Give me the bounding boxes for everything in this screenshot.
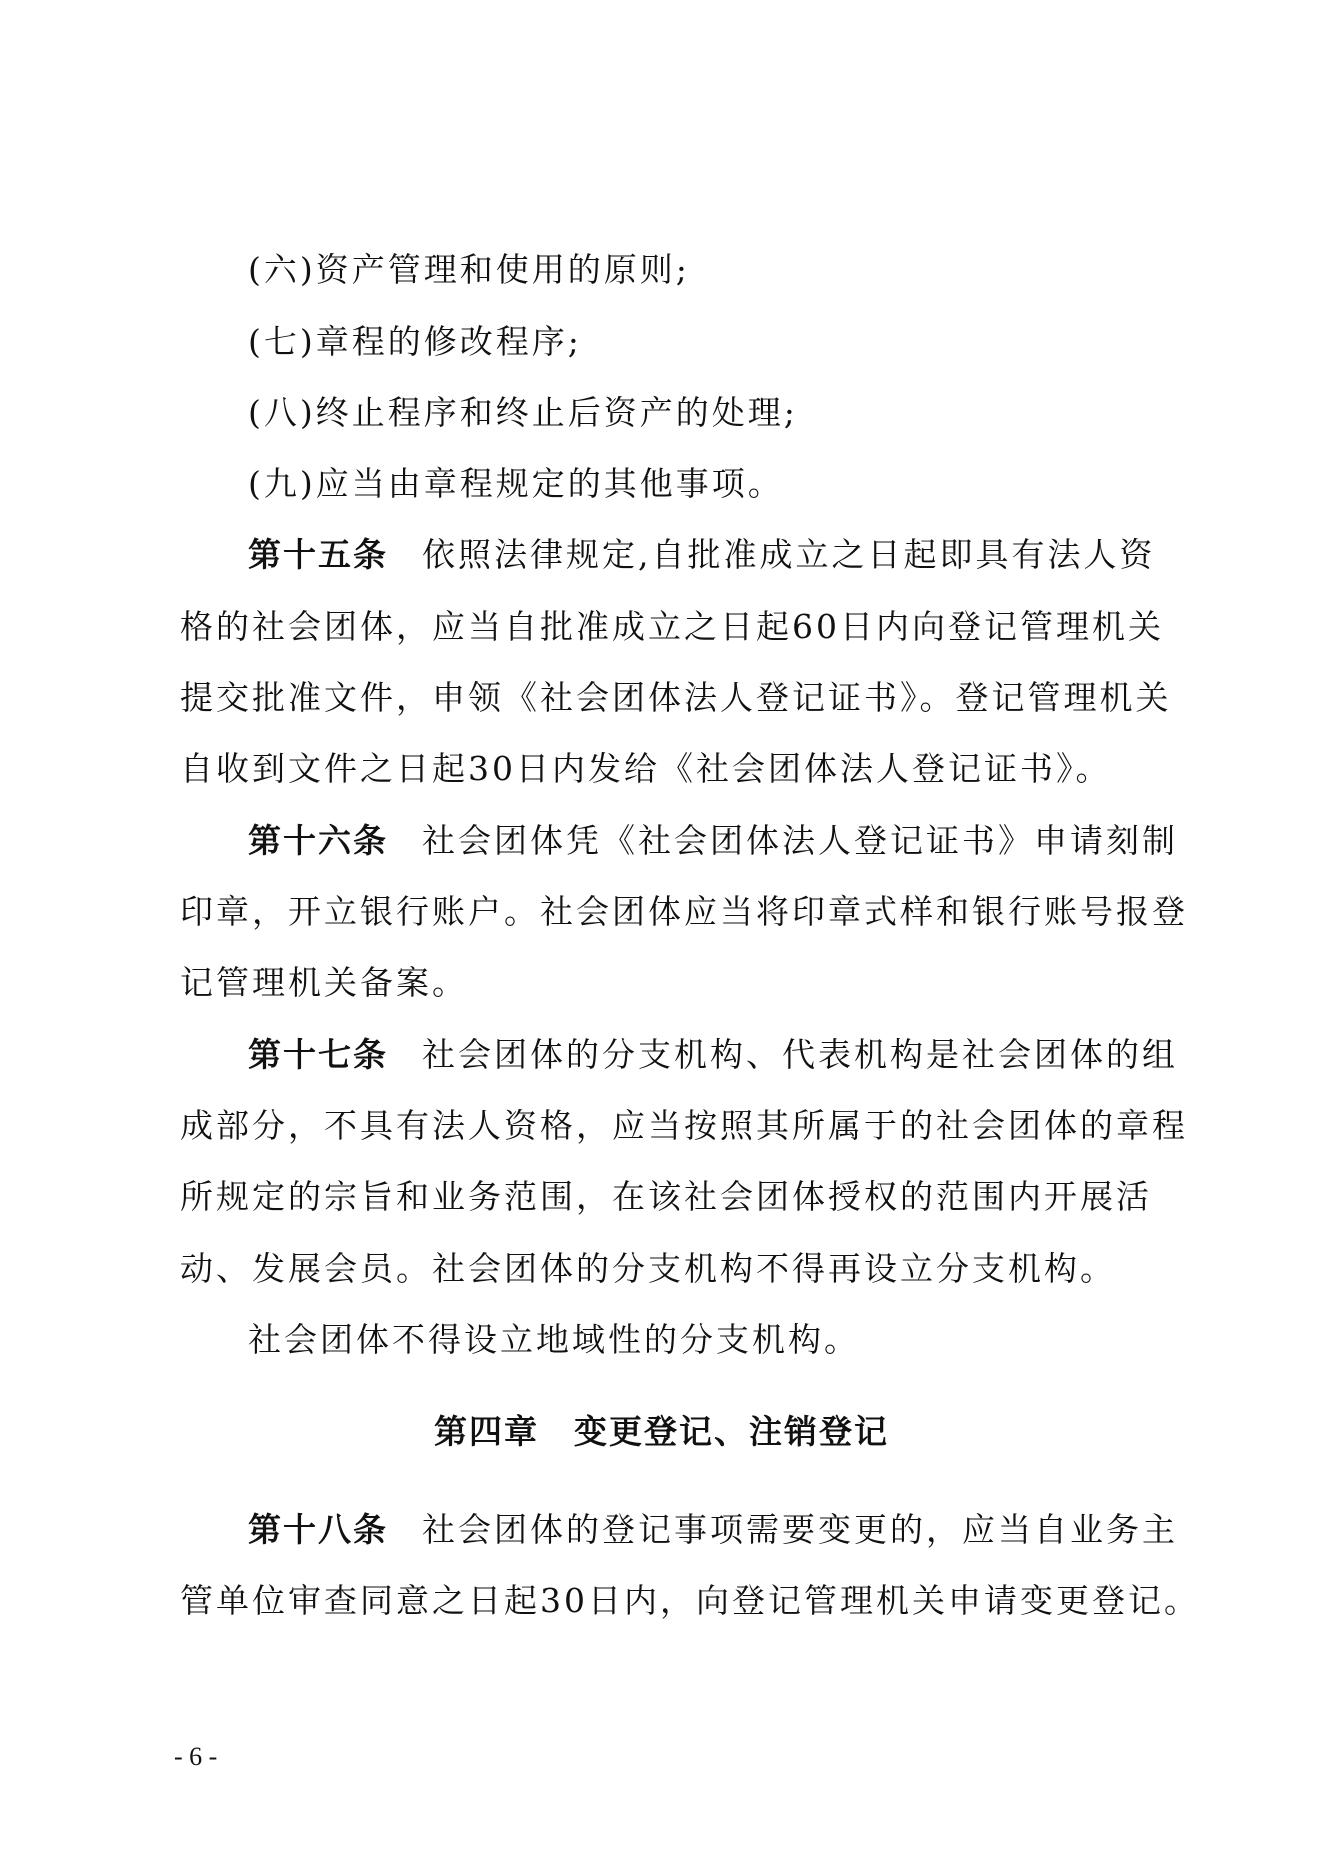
page-number: - 6 - (174, 1742, 218, 1771)
list-item: (七)章程的修改程序; (248, 322, 582, 361)
article-label: 第十六条 (248, 821, 388, 860)
article-label: 第十八条 (248, 1510, 388, 1549)
article-text: 提交批准文件，申领《社会团体法人登记证书》。登记管理机关 (180, 678, 1172, 717)
article-label: 第十五条 (248, 535, 388, 574)
chapter-heading: 第四章 变更登记、注销登记 (434, 1412, 889, 1451)
article-text: 动、发展会员。社会团体的分支机构不得再设立分支机构。 (180, 1249, 1116, 1288)
article-16-line (248, 821, 1178, 861)
list-item: (八)终止程序和终止后资产的处理; (248, 393, 798, 432)
list-item: (九)应当由章程规定的其他事项。 (248, 464, 784, 503)
article-text: 依照法律规定,自批准成立之日起即具有法人资 (422, 535, 1156, 574)
article-text: 社会团体的分支机构、代表机构是社会团体的组 (422, 1035, 1178, 1074)
article-15-line (248, 535, 1165, 575)
article-18-line (248, 1510, 1178, 1550)
list-item: (六)资产管理和使用的原则; (248, 250, 690, 289)
article-text: 社会团体凭《社会团体法人登记证书》申请刻制 (422, 821, 1178, 860)
article-text: 格的社会团体，应当自批准成立之日起60日内向登记管理机关 (180, 607, 1164, 646)
article-text: 印章，开立银行账户。社会团体应当将印章式样和银行账号报登 (180, 892, 1188, 931)
article-text: 社会团体不得设立地域性的分支机构。 (248, 1320, 860, 1359)
article-text: 所规定的宗旨和业务范围，在该社会团体授权的范围内开展活 (180, 1177, 1152, 1216)
article-17-line (248, 1035, 1178, 1075)
article-text: 社会团体的登记事项需要变更的，应当自业务主 (422, 1510, 1178, 1549)
article-text: 记管理机关备案。 (180, 963, 468, 1002)
article-label: 第十七条 (248, 1035, 388, 1074)
article-text: 自收到文件之日起30日内发给《社会团体法人登记证书》。 (180, 749, 1112, 788)
article-text: 管单位审查同意之日起30日内，向登记管理机关申请变更登记。 (180, 1581, 1200, 1620)
article-text: 成部分，不具有法人资格，应当按照其所属于的社会团体的章程 (180, 1106, 1188, 1145)
